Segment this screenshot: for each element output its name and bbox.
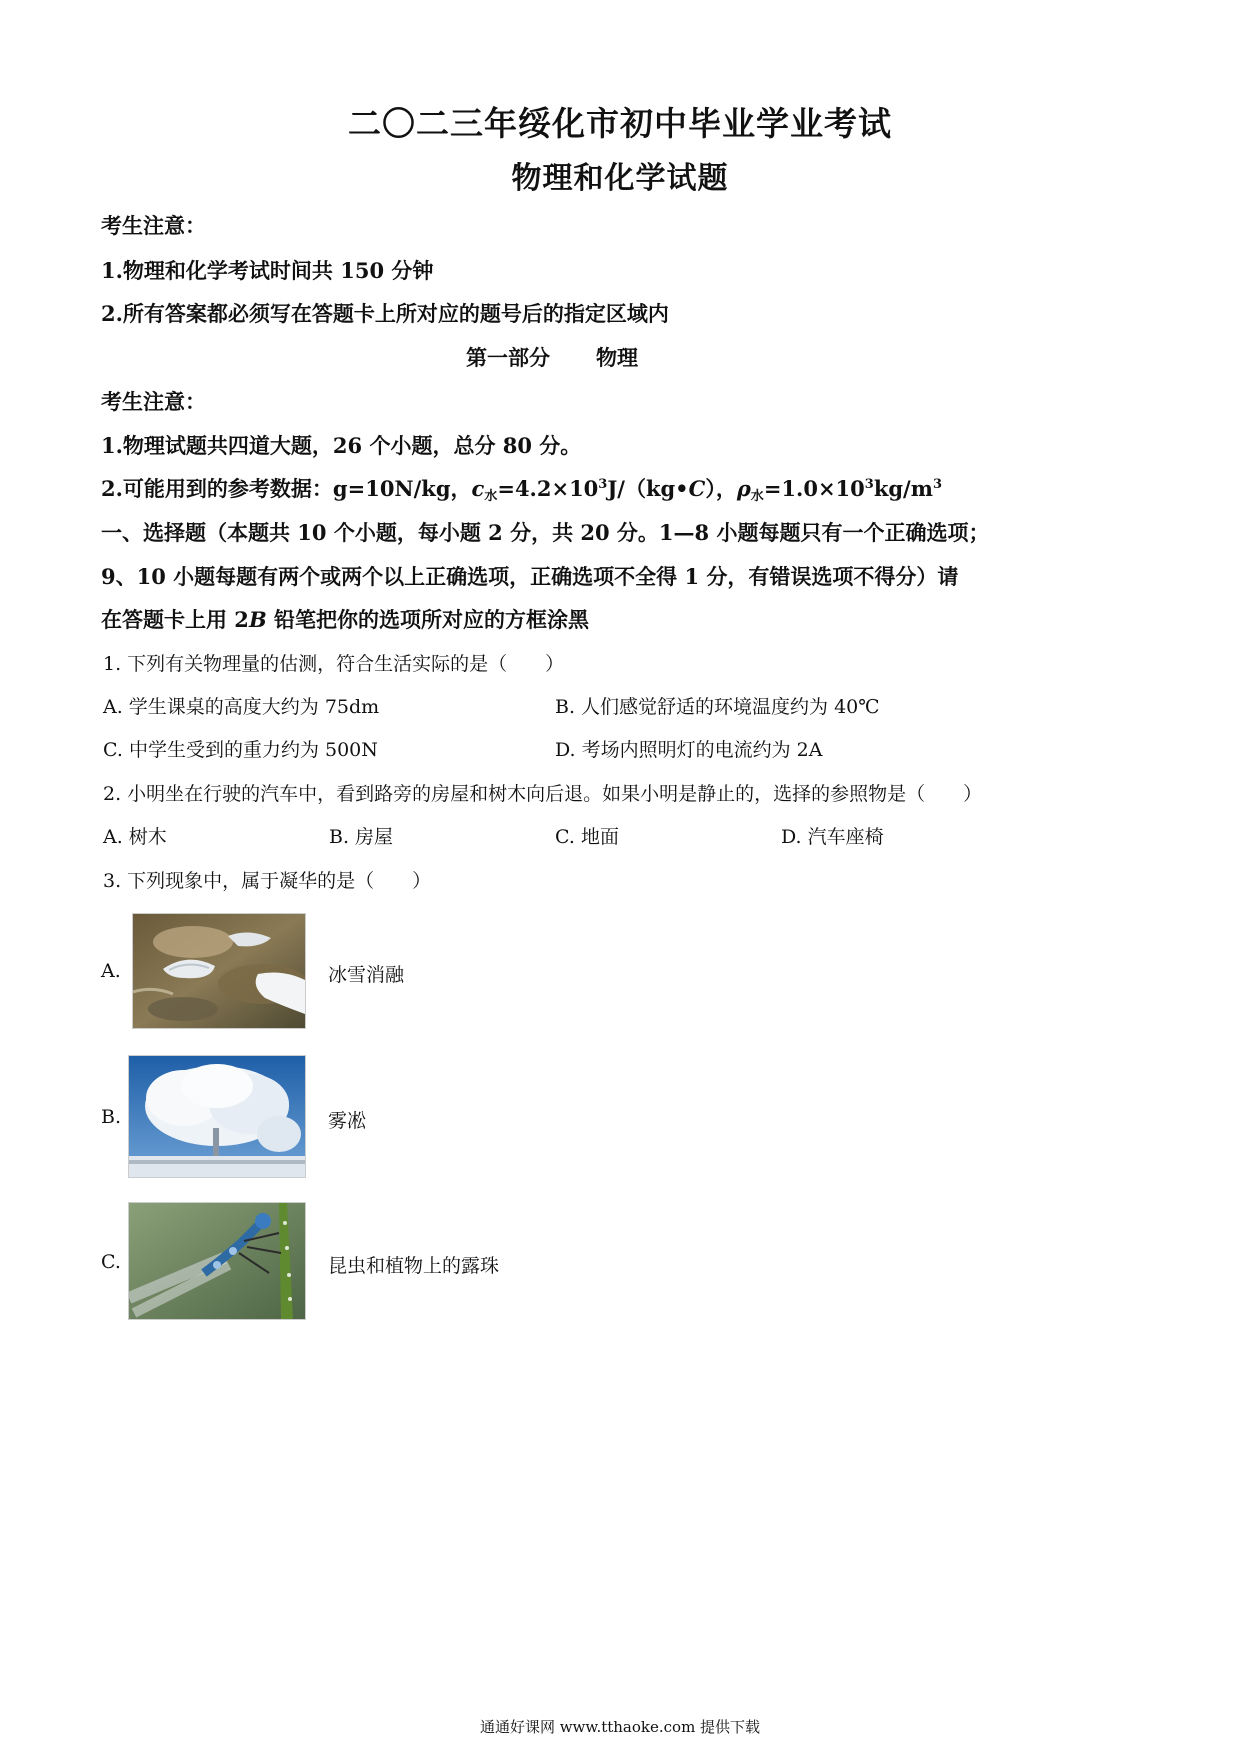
option-c: C. 中学生受到的重力约为 500N — [103, 739, 378, 761]
option-a: A. 学生课桌的高度大约为 75dm — [103, 696, 380, 718]
section-heading-part: 在答题卡上用 2 — [101, 607, 249, 632]
exam-title: 二〇二三年绥化市初中毕业学业考试 — [348, 104, 892, 143]
section-heading-line: 一、选择题（本题共 10 个小题，每小题 2 分，共 20 分。1—8 小题每题只有一个正确选项； — [101, 520, 990, 545]
rho-subscript: 水 — [750, 489, 764, 504]
reference-data-line — [101, 473, 942, 504]
question-stem: 3. 下列现象中，属于凝华的是（ ） — [103, 870, 432, 892]
option-b: B. 房屋 — [329, 826, 394, 848]
notice-line: 1.物理试题共四道大题，26 个小题，总分 80 分。 — [101, 433, 582, 458]
c-subscript: 水 — [484, 489, 498, 504]
c-exponent: 3 — [598, 477, 608, 492]
c-unit-end: ）， — [705, 476, 737, 501]
question-stem: 1. 下列有关物理量的估测，符合生活实际的是（ ） — [103, 653, 565, 675]
part-subject: 物理 — [596, 345, 638, 370]
rho-exponent: 3 — [864, 477, 874, 492]
page-footer: 通通好课网 www.tthaoke.com 提供下载 — [479, 1718, 761, 1736]
c-unit-start: J/（kg• — [607, 476, 689, 501]
section-heading-line — [101, 604, 589, 634]
rho-symbol: ρ — [736, 476, 751, 501]
option-c: C. 地面 — [555, 826, 619, 848]
rho-unit-exponent: 3 — [932, 477, 942, 492]
section-heading-part: 铅笔把你的选项所对应的方框涂黑 — [266, 607, 589, 632]
notice-line: 1.物理和化学考试时间共 150 分钟 — [101, 258, 434, 283]
notice-heading: 考生注意： — [101, 213, 206, 238]
option-b-text: 雾凇 — [328, 1110, 367, 1132]
option-c-letter: C. — [101, 1251, 121, 1273]
option-b: B. 人们感觉舒适的环境温度约为 40℃ — [555, 696, 880, 718]
rho-value: =1.0×10 — [763, 476, 865, 501]
section-heading-part: B — [248, 607, 267, 632]
notice-heading: 考生注意： — [101, 389, 206, 414]
option-a-text: 冰雪消融 — [328, 964, 405, 986]
reference-data-prefix: 2.可能用到的参考数据：g=10N/kg， — [101, 476, 472, 501]
rime-tree-photo — [128, 1055, 306, 1178]
exam-subtitle: 物理和化学试题 — [511, 161, 729, 196]
question-stem: 2. 小明坐在行驶的汽车中，看到路旁的房屋和树木向后退。如果小明是静止的，选择的参照物是（ ） — [103, 783, 983, 805]
notice-line: 2.所有答案都必须写在答题卡上所对应的题号后的指定区域内 — [101, 301, 669, 326]
melting-ice-photo — [132, 913, 306, 1029]
option-a-letter: A. — [101, 960, 121, 982]
option-c-text: 昆虫和植物上的露珠 — [328, 1255, 500, 1277]
dragonfly-dew-photo — [128, 1202, 306, 1320]
option-d: D. 汽车座椅 — [781, 826, 884, 848]
rho-unit: kg/m — [873, 476, 933, 501]
section-heading-line: 9、10 小题每题有两个或两个以上正确选项，正确选项不全得 1 分，有错误选项不得分）请 — [101, 564, 959, 589]
option-d: D. 考场内照明灯的电流约为 2A — [555, 739, 823, 761]
option-a: A. 树木 — [103, 826, 167, 848]
c-value: =4.2×10 — [497, 476, 599, 501]
part-number: 第一部分 — [466, 345, 550, 370]
c-symbol: c — [471, 476, 485, 501]
part-label — [466, 342, 638, 372]
option-b-letter: B. — [101, 1106, 122, 1128]
c-unit-celsius: C — [688, 476, 706, 501]
